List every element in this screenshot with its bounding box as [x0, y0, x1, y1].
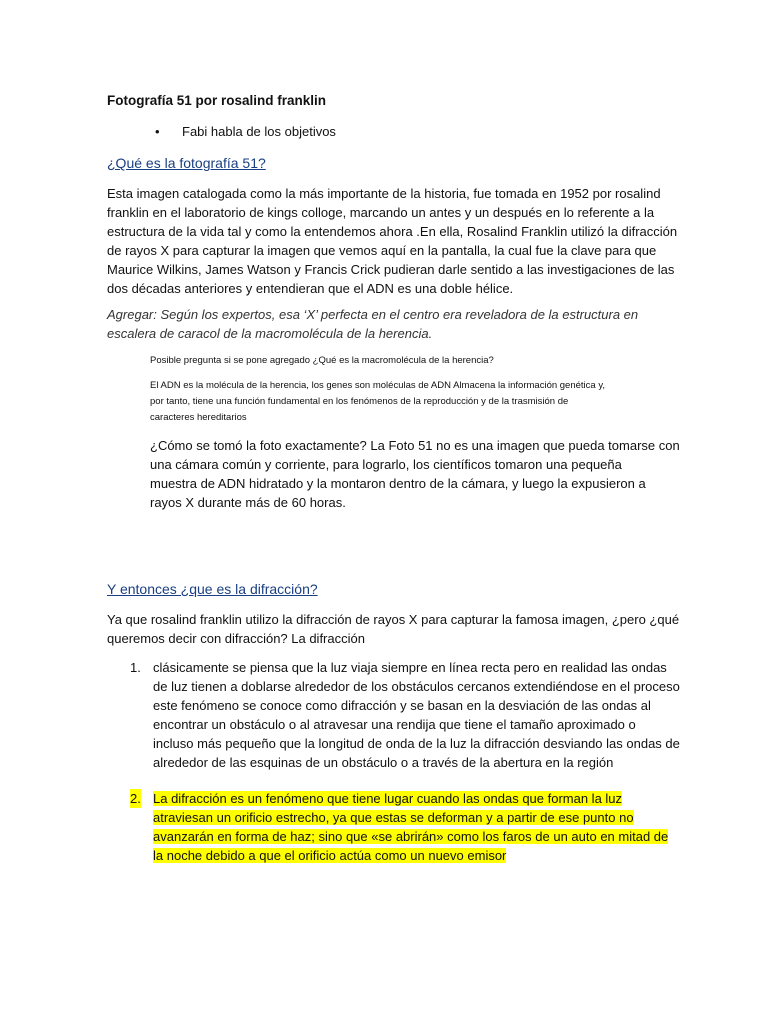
- note-line: El ADN es la molécula de la herencia, los genes son moléculas de ADN Almacena la información genética y,: [150, 380, 606, 391]
- bullet-icon: •: [155, 124, 160, 139]
- paragraph-line: queremos decir con difracción? La difracción: [107, 631, 365, 646]
- note-question: [150, 353, 670, 369]
- paragraph-how-taken: [150, 436, 680, 512]
- heading-photo-51: ¿Qué es la fotografía 51?: [107, 155, 266, 171]
- highlighted-line: atraviesan un orificio estrecho, ya que estas se deforman y a partir de ese punto no: [153, 810, 634, 825]
- list-number: 1.: [130, 660, 141, 675]
- paragraph-line: ¿Cómo se tomó la foto exactamente? La Foto 51 no es una imagen que pueda tomarse con: [150, 438, 680, 453]
- paragraph-line: Ya que rosalind franklin utilizo la difracción de rayos X para capturar la famosa imagen, ¿pero ¿qué: [107, 612, 680, 627]
- note-line: por tanto, tiene una función fundamental en los fenómenos de la reproducción y de la trasmisión de: [150, 396, 569, 407]
- highlighted-line: avanzarán en forma de haz; sino que «se abrirán» como los faros de un auto en mitad de: [153, 829, 669, 844]
- paragraph-line: de rayos X para capturar la imagen que vemos aquí en la pantalla, la cual fue la clave para que: [107, 243, 657, 258]
- paragraph-line: una cámara común y corriente, para lograrlo, los científicos tomaron una pequeña: [150, 457, 622, 472]
- paragraph-line: muestra de ADN hidratado y la montaron dentro de la cámara, y luego la expusieron a: [150, 476, 646, 491]
- document-title: Fotografía 51 por rosalind franklin: [107, 93, 327, 108]
- paragraph-line: Agregar: Según los expertos, esa ‘X’ perfecta en el centro era reveladora de la estructura en: [107, 307, 639, 322]
- list-number: 2.: [130, 791, 141, 806]
- paragraph-addendum: [107, 305, 667, 343]
- paragraph-line: franklin en el laboratorio de kings colloge, marcando un antes y un después en lo referente a la: [107, 205, 655, 220]
- paragraph-diffraction-intro: [107, 610, 680, 648]
- list-line: clásicamente se piensa que la luz viaja siempre en línea recta pero en realidad las ondas: [153, 660, 667, 675]
- note-answer: [150, 378, 670, 426]
- paragraph-intro: [107, 184, 678, 298]
- list-line: este fenómeno se conoce como difracción y se basan en la desviación de las ondas al: [153, 698, 651, 713]
- paragraph-line: escalera de caracol de la macromolécula de la herencia.: [107, 326, 433, 341]
- list-item-text: [153, 789, 668, 865]
- paragraph-line: Maurice Wilkins, James Watson y Francis Crick pudieran darle sentido a las investigaciones de las: [107, 262, 675, 277]
- note-line: Posible pregunta si se pone agregado ¿Qué es la macromolécula de la herencia?: [150, 355, 494, 366]
- paragraph-line: rayos X durante más de 60 horas.: [150, 495, 346, 510]
- heading-diffraction: Y entonces ¿que es la difracción?: [107, 581, 318, 597]
- highlighted-line: La difracción es un fenómeno que tiene lugar cuando las ondas que forman la luz: [153, 791, 623, 806]
- list-item-text: [153, 658, 680, 772]
- list-line: encontrar un obstáculo o al atravesar una rendija que tiene el tamaño aproximado o: [153, 717, 636, 732]
- paragraph-line: Esta imagen catalogada como la más importante de la historia, fue tomada en 1952 por rosalind: [107, 186, 661, 201]
- note-line: caracteres hereditarios: [150, 412, 247, 423]
- list-line: incluso más pequeño que la longitud de onda de la luz la difracción desviando las ondas de: [153, 736, 680, 751]
- bullet-text: Fabi habla de los objetivos: [182, 124, 336, 139]
- highlighted-line: la noche debido a que el orificio actúa como un nuevo emisor: [153, 848, 507, 863]
- paragraph-line: estructura de la vida tal y como la entendemos ahora .En ella, Rosalind Franklin utilizó la difracción: [107, 224, 678, 239]
- list-line: de luz tienen a doblarse alrededor de los obstáculos cercanos extendiéndose en el proceso: [153, 679, 680, 694]
- paragraph-line: dos décadas anteriores y entendieran que el ADN es una doble hélice.: [107, 281, 514, 296]
- list-line: alrededor de las esquinas de un obstáculo o a través de la abertura en la región: [153, 755, 614, 770]
